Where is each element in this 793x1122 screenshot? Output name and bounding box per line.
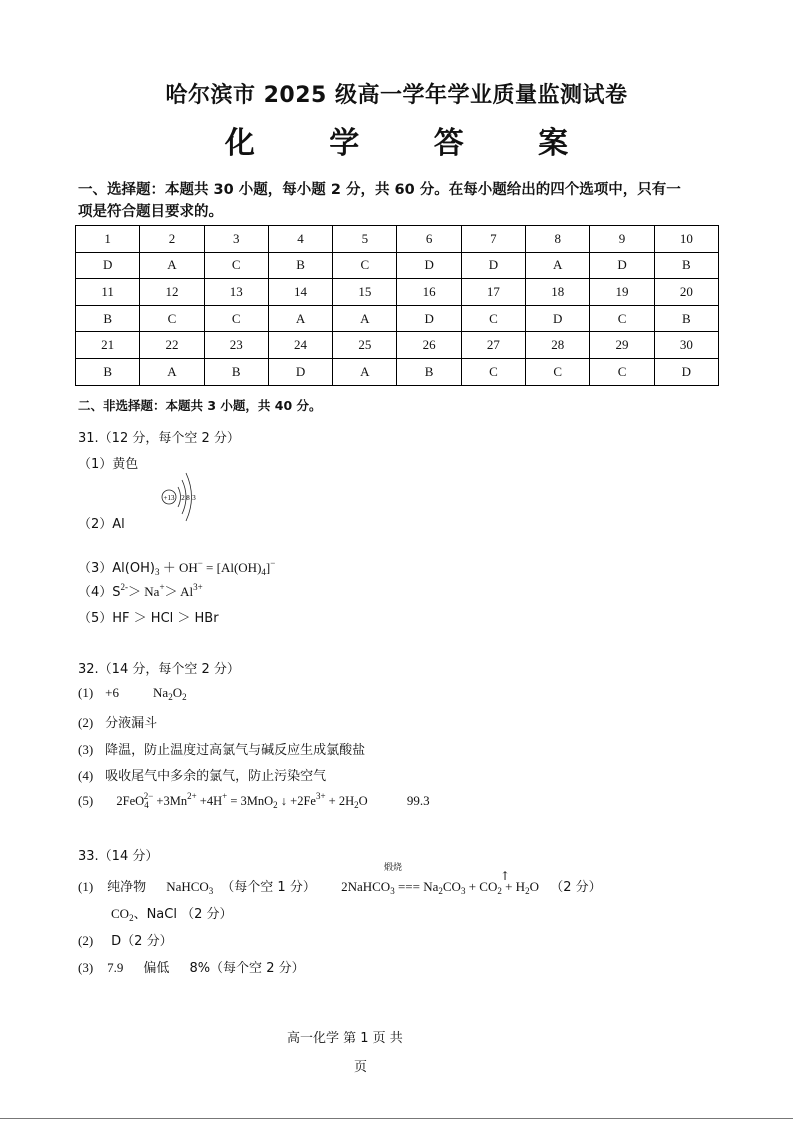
- q31-heading: 31.（12 分，每个空 2 分）: [78, 431, 240, 446]
- answer-cell: B: [76, 305, 140, 332]
- answer-cell: B: [76, 358, 140, 385]
- question-number-cell: 8: [526, 226, 590, 253]
- q31-answer-4: $(4)S^{2-}> Na^+> Al^{3+}$: [78, 582, 203, 600]
- answer-cell: C: [461, 358, 525, 385]
- question-number-cell: 10: [654, 226, 718, 253]
- q32-answer-5: (5) $2FeO_4^{2-} +3Mn^{2+} +4H^+ = 3MnO_2$ ↓ $+2Fe^{3+} + 2H_2O$ 99.3: [78, 791, 430, 810]
- shell-3-electrons: 3: [192, 494, 196, 502]
- answer-cell: B: [397, 358, 461, 385]
- q31-answer-5: （5）HF ＞ HCl ＞ HBr: [78, 611, 219, 626]
- q31-answer-3: $(3)Al(OH)_3 + OH^- = [Al(OH)_4]^-$: [78, 558, 276, 577]
- section2-heading: 二、非选择题：本题共 3 小题，共 40 分。: [78, 398, 322, 413]
- question-number-cell: 13: [204, 279, 268, 306]
- question-number-cell: 9: [590, 226, 654, 253]
- answer-cell: A: [140, 252, 204, 279]
- page-subtitle: 化 学 答 案: [224, 126, 601, 161]
- answer-cell: A: [333, 305, 397, 332]
- answer-cell: C: [461, 305, 525, 332]
- q31-answer-2: （2）Al: [78, 517, 125, 532]
- question-number-cell: 18: [526, 279, 590, 306]
- answer-cell: C: [590, 305, 654, 332]
- answer-cell: D: [268, 358, 332, 385]
- question-number-cell: 19: [590, 279, 654, 306]
- section1-line2: 项是符合题目要求的。: [78, 204, 223, 220]
- bottom-divider: [0, 1118, 793, 1119]
- q32-answer-4: (4) 吸收尾气中多余的氯气，防止污染空气: [78, 768, 327, 784]
- question-number-cell: 29: [590, 332, 654, 359]
- answer-cell: C: [333, 252, 397, 279]
- nucleus-charge: +13: [163, 494, 175, 502]
- reaction-condition: 煅烧: [384, 863, 403, 873]
- question-number-cell: 21: [76, 332, 140, 359]
- answer-cell: A: [333, 358, 397, 385]
- answer-cell: A: [526, 252, 590, 279]
- answer-cell: C: [526, 358, 590, 385]
- question-number-cell: 16: [397, 279, 461, 306]
- answer-cell: D: [654, 358, 718, 385]
- aluminum-atom-structure-diagram: [156, 470, 204, 526]
- footer-page-line1: 高一化学 第 1 页 共: [287, 1031, 403, 1046]
- answer-row: [76, 252, 719, 279]
- question-number-cell: 25: [333, 332, 397, 359]
- question-number-cell: 12: [140, 279, 204, 306]
- shell-2-electrons: 8: [186, 494, 190, 502]
- question-number-cell: 4: [268, 226, 332, 253]
- answer-cell: A: [140, 358, 204, 385]
- answer-cell: D: [76, 252, 140, 279]
- q32-purity-value: 99.3: [406, 793, 430, 808]
- answer-cell: C: [140, 305, 204, 332]
- shell-1-electrons: 2: [181, 494, 185, 502]
- question-number-cell: 22: [140, 332, 204, 359]
- q32-heading: 32.（14 分，每个空 2 分）: [78, 662, 240, 677]
- question-number-cell: 2: [140, 226, 204, 253]
- question-number-cell: 15: [333, 279, 397, 306]
- answer-cell: C: [204, 305, 268, 332]
- question-number-cell: 24: [268, 332, 332, 359]
- question-number-row: [76, 332, 719, 359]
- answer-cell: B: [204, 358, 268, 385]
- answer-cell: D: [590, 252, 654, 279]
- question-number-cell: 5: [333, 226, 397, 253]
- answer-cell: D: [397, 252, 461, 279]
- question-number-row: [76, 226, 719, 253]
- answer-cell: A: [268, 305, 332, 332]
- question-number-cell: 26: [397, 332, 461, 359]
- answer-cell: B: [654, 252, 718, 279]
- question-number-cell: 7: [461, 226, 525, 253]
- q33-answer-3: (3) 7.9 偏低 8%（每个空 2 分）: [78, 960, 305, 976]
- answer-row: [76, 358, 719, 385]
- q33-answer-1-line2: $CO_2$、NaCl （2 分）: [111, 906, 233, 923]
- answer-cell: D: [397, 305, 461, 332]
- question-number-cell: 1: [76, 226, 140, 253]
- question-number-cell: 27: [461, 332, 525, 359]
- answer-cell: C: [204, 252, 268, 279]
- q33-answer-1: (1) 纯净物 NaHCO$_3$ （每个空 1 分） 2NaHCO$_3$ === $Na_2CO_3 + CO_2 + H_2O$ （2 分）: [78, 879, 602, 896]
- answer-table: [75, 225, 719, 386]
- question-number-cell: 17: [461, 279, 525, 306]
- decomposition-equation: 2NaHCO$_3$ === $Na_2CO_3 + CO_2 + H_2O$: [341, 879, 539, 896]
- gas-up-arrow: ↑: [500, 869, 511, 883]
- answer-cell: B: [268, 252, 332, 279]
- section1-line1: 一、选择题：本题共 30 小题，每小题 2 分，共 60 分。在每小题给出的四个选项中，只有一: [78, 182, 681, 198]
- q32-answer-3: (3) 降温，防止温度过高氯气与碱反应生成氯酸盐: [78, 742, 366, 758]
- footer-page-line2: 页: [354, 1060, 368, 1075]
- q31-answer-1: （1）黄色: [78, 457, 139, 472]
- section1-instructions: [78, 176, 681, 226]
- question-number-cell: 30: [654, 332, 718, 359]
- answer-cell: D: [461, 252, 525, 279]
- question-number-cell: 11: [76, 279, 140, 306]
- question-number-cell: 23: [204, 332, 268, 359]
- q33-heading: 33.（14 分）: [78, 849, 159, 864]
- question-number-cell: 3: [204, 226, 268, 253]
- q33-answer-2: (2) D（2 分）: [78, 933, 173, 949]
- q32-answer-2: (2) 分液漏斗: [78, 715, 158, 731]
- question-number-cell: 6: [397, 226, 461, 253]
- question-number-row: [76, 279, 719, 306]
- question-number-cell: 28: [526, 332, 590, 359]
- question-number-cell: 14: [268, 279, 332, 306]
- answer-row: [76, 305, 719, 332]
- ferrate-equation: $2FeO_4^{2-} +3Mn^{2+} +4H^+ = 3MnO_2$ ↓ $+2Fe^{3+} + 2H_2O$: [116, 791, 368, 810]
- q32-answer-1: (1) +6 $Na_2O_2$: [78, 685, 187, 702]
- question-number-cell: 20: [654, 279, 718, 306]
- answer-cell: C: [590, 358, 654, 385]
- answer-cell: B: [654, 305, 718, 332]
- page-title: 哈尔滨市 2025 级高一学年学业质量监测试卷: [165, 83, 628, 108]
- answer-cell: D: [526, 305, 590, 332]
